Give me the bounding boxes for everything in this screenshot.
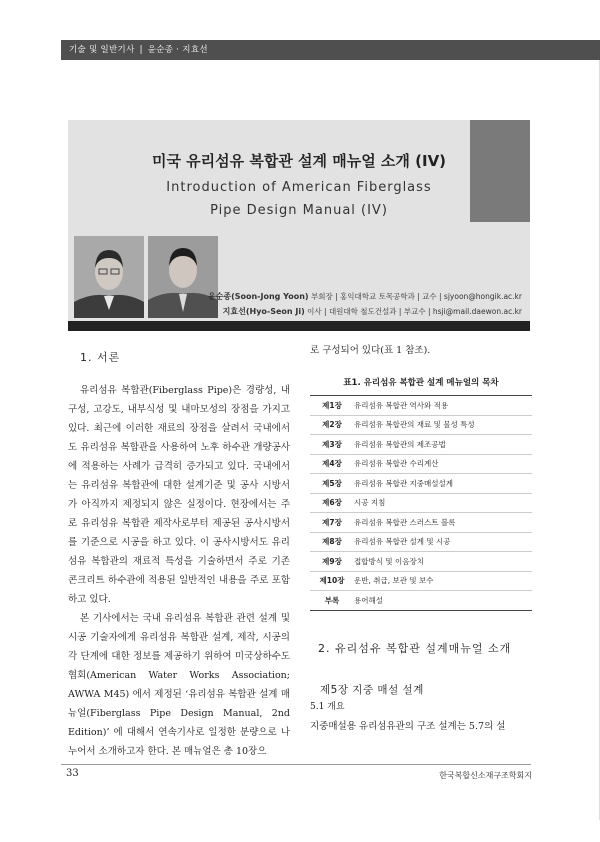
table-chapter: 제2장 [310,415,354,435]
footer-rule [61,764,531,765]
table-content: 용어해설 [354,591,532,611]
table-content: 유리섬유 복합관의 재료 및 물성 특성 [354,415,532,435]
section2-heading: 2. 유리섬유 복합관 설계매뉴얼 소개 [318,642,512,655]
section1-paragraph-1: 유리섬유 복합관(Fiberglass Pipe)은 경량성, 내구성, 고강도, 내부식성 및 내마모성의 장점을 가지고 있다. 최근에 이러한 재료의 장점을 살려서 국내에서도 유리섬유 복합관을 사용하여 노후 하수관 개량공사에 적용하는 사례가 급격히 증가되고 있다. 국내에서는 유리섬유 복합관에 대한 설계기준 및 공사 시방서가 아직까지 제정되지 않은 실정이다. 현장에서는 주로 유리섬유 복합관 제작사로부터 제공된 공사시방서를 기준으로 시공을 하고 있다. 이 공사시방서도 유리섬유 복합관의 재료적 특성을 기술하면서 주로 기존 콘크리트 하수관에 적용된 일반적인 내용을 주로 포함하고 있다. [68,385,290,605]
table-row [310,415,532,435]
table1 [310,395,532,611]
table-chapter: 제5장 [310,474,354,494]
table-content: 유리섬유 복합관의 제조공법 [354,435,532,455]
chapter5-title: 제5장 지중 매설 설계 [320,684,424,696]
author-yoon [208,291,522,302]
table-chapter: 제10장 [310,571,354,591]
table-row [310,435,532,455]
table-chapter: 제8장 [310,532,354,552]
title-block-bottom-bar [68,321,530,331]
author-yoon-affiliation: 부회장 | 홍익대학교 토목공학과 | 교수 | sjyoon@hongik.ac.kr [310,292,522,301]
running-header-section: 기술 및 일반기사 [69,45,135,55]
table-content: 유리섬유 복합관 역사와 적용 [354,396,532,416]
title-english-line1: Introduction of American Fiberglass [166,180,432,195]
table-row [310,396,532,416]
table-content: 유리섬유 복합관 스러스트 블록 [354,513,532,533]
table-content: 시공 지침 [354,493,532,513]
table-row [310,493,532,513]
author-yoon-name: 윤순종(Soon-Jong Yoon) [207,292,309,301]
section1-heading: 1. 서론 [80,351,121,364]
running-header-authors: 윤순종 · 지효선 [147,45,208,55]
title-english-line2: Pipe Design Manual (IV) [210,203,388,218]
table-row [310,513,532,533]
section1-continuation [310,341,532,360]
table-chapter: 제9장 [310,552,354,572]
running-header: 기술 및 일반기사 | 윤순종 · 지효선 [61,40,600,60]
table-chapter: 제4장 [310,454,354,474]
page-number: 33 [66,768,79,779]
table-content: 운반, 취급, 보관 및 보수 [354,571,532,591]
table-row [310,532,532,552]
subsection-5-1-text: 지중매설용 유리섬유관의 구조 설계는 5.7의 설 [310,721,506,732]
table-content: 유리섬유 복합관 수리계산 [354,454,532,474]
table-row [310,474,532,494]
continuation-text: 로 구성되어 있다(표 1 참조). [310,345,431,356]
table-row [310,571,532,591]
author-photo-yoon [74,236,144,318]
table-row [310,454,532,474]
table-chapter: 부록 [310,591,354,611]
table1-title: 표1. 유리섬유 복합관 설계 메뉴얼의 목차 [343,378,499,388]
table-chapter: 제1장 [310,396,354,416]
section1-paragraph-2: 본 기사에서는 국내 유리섬유 복합관 관련 설계 및 시공 기술자에게 유리섬유 복합관 설계, 제작, 시공의 각 단계에 대한 정보를 제공하기 위하여 미국상하수도협회(American Water Works Association; AWWA M45) 에서 제정된 ‘유리섬유 복합관 설계 매뉴얼(Fiberglass Pipe Design Manual, 2nd Edition)’ 에 대해서 연속기사로 일정한 분량으로 나누어서 소개하고자 한다. 본 매뉴얼은 총 10장으 [68,613,290,757]
table-row [310,591,532,611]
journal-name: 한국복합신소재구조학회지 [439,771,532,780]
section2-body [310,698,532,736]
author-ji [223,306,522,317]
author-ji-affiliation: 이사 | 대원대학 철도건설과 | 부교수 | hsji@mail.daewon.ac.kr [307,307,522,316]
table-row [310,552,532,572]
author-photo-ji [148,236,218,318]
table-content: 유리섬유 복합관 지중매설설계 [354,474,532,494]
table-content: 접합방식 및 이음장치 [354,552,532,572]
subsection-5-1-heading: 5.1 개요 [310,702,345,712]
author-ji-name: 지효선(Hyo-Seon Ji) [222,307,305,316]
table-chapter: 제7장 [310,513,354,533]
table-chapter: 제6장 [310,493,354,513]
section1-body [68,381,290,761]
title-korean: 미국 유리섬유 복합관 설계 매뉴얼 소개 (IV) [151,152,447,170]
title-block [68,120,530,331]
table-chapter: 제3장 [310,435,354,455]
table-content: 유리섬유 복합관 설계 및 시공 [354,532,532,552]
